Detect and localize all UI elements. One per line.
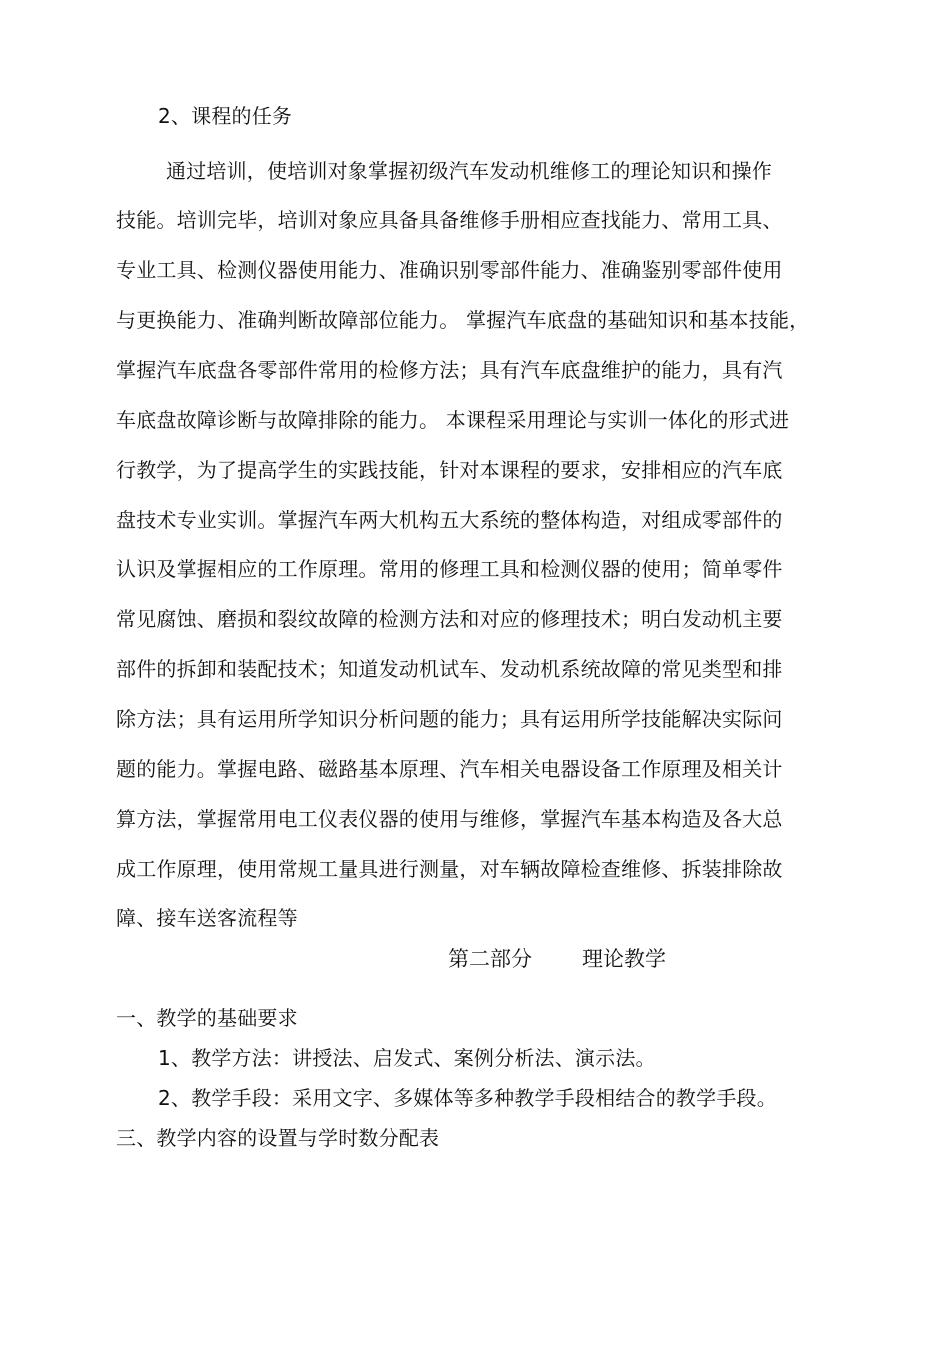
part-name: 理论教学 [582, 947, 666, 971]
body-line: 常见腐蚀、磨损和裂纹故障的检测方法和对应的修理技术；明白发动机主要 [116, 607, 783, 631]
body-line: 通过培训，使培训对象掌握初级汽车发动机维修工的理论知识和操作 [166, 159, 772, 183]
body-line: 车底盘故障诊断与故障排除的能力。 本课程采用理论与实训一体化的形式进 [116, 408, 790, 432]
body-line: 部件的拆卸和装配技术；知道发动机试车、发动机系统故障的常见类型和排 [116, 657, 783, 681]
body-line: 认识及掌握相应的工作原理。常用的修理工具和检测仪器的使用；简单零件 [116, 557, 783, 581]
body-line: 除方法；具有运用所学知识分析问题的能力；具有运用所学技能解决实际问 [116, 707, 783, 731]
body-line: 行教学，为了提高学生的实践技能，针对本课程的要求，安排相应的汽车底 [116, 458, 783, 482]
part-number: 第二部分 [448, 947, 532, 971]
body-line: 盘技术专业实训。掌握汽车两大机构五大系统的整体构造，对组成零部件的 [116, 508, 783, 532]
body-line: 成工作原理，使用常规工量具进行测量，对车辆故障检查维修、拆装排除故 [116, 857, 783, 881]
list-item: 2、教学手段：采用文字、多媒体等多种教学手段相结合的教学手段。 [158, 1086, 777, 1110]
list-item: 1、教学方法：讲授法、启发式、案例分析法、演示法。 [158, 1046, 656, 1070]
body-line: 技能。培训完毕，培训对象应具备具备维修手册相应查找能力、常用工具、 [116, 208, 783, 232]
body-line: 题的能力。掌握电路、磁路基本原理、汽车相关电器设备工作原理及相关计 [116, 757, 783, 781]
body-line: 障、接车送客流程等 [116, 906, 298, 930]
section-heading: 2、课程的任务 [158, 104, 293, 128]
section-one-heading: 一、教学的基础要求 [116, 1006, 298, 1030]
body-line: 掌握汽车底盘各零部件常用的检修方法；具有汽车底盘维护的能力，具有汽 [116, 358, 783, 382]
body-line: 算方法，掌握常用电工仪表仪器的使用与维修，掌握汽车基本构造及各大总 [116, 807, 783, 831]
section-three-heading: 三、教学内容的设置与学时数分配表 [116, 1126, 440, 1150]
body-line: 与更换能力、准确判断故障部位能力。 掌握汽车底盘的基础知识和基本技能， [116, 308, 810, 332]
body-line: 专业工具、检测仪器使用能力、准确识别零部件能力、准确鉴别零部件使用 [116, 258, 783, 282]
part-title [448, 945, 666, 973]
